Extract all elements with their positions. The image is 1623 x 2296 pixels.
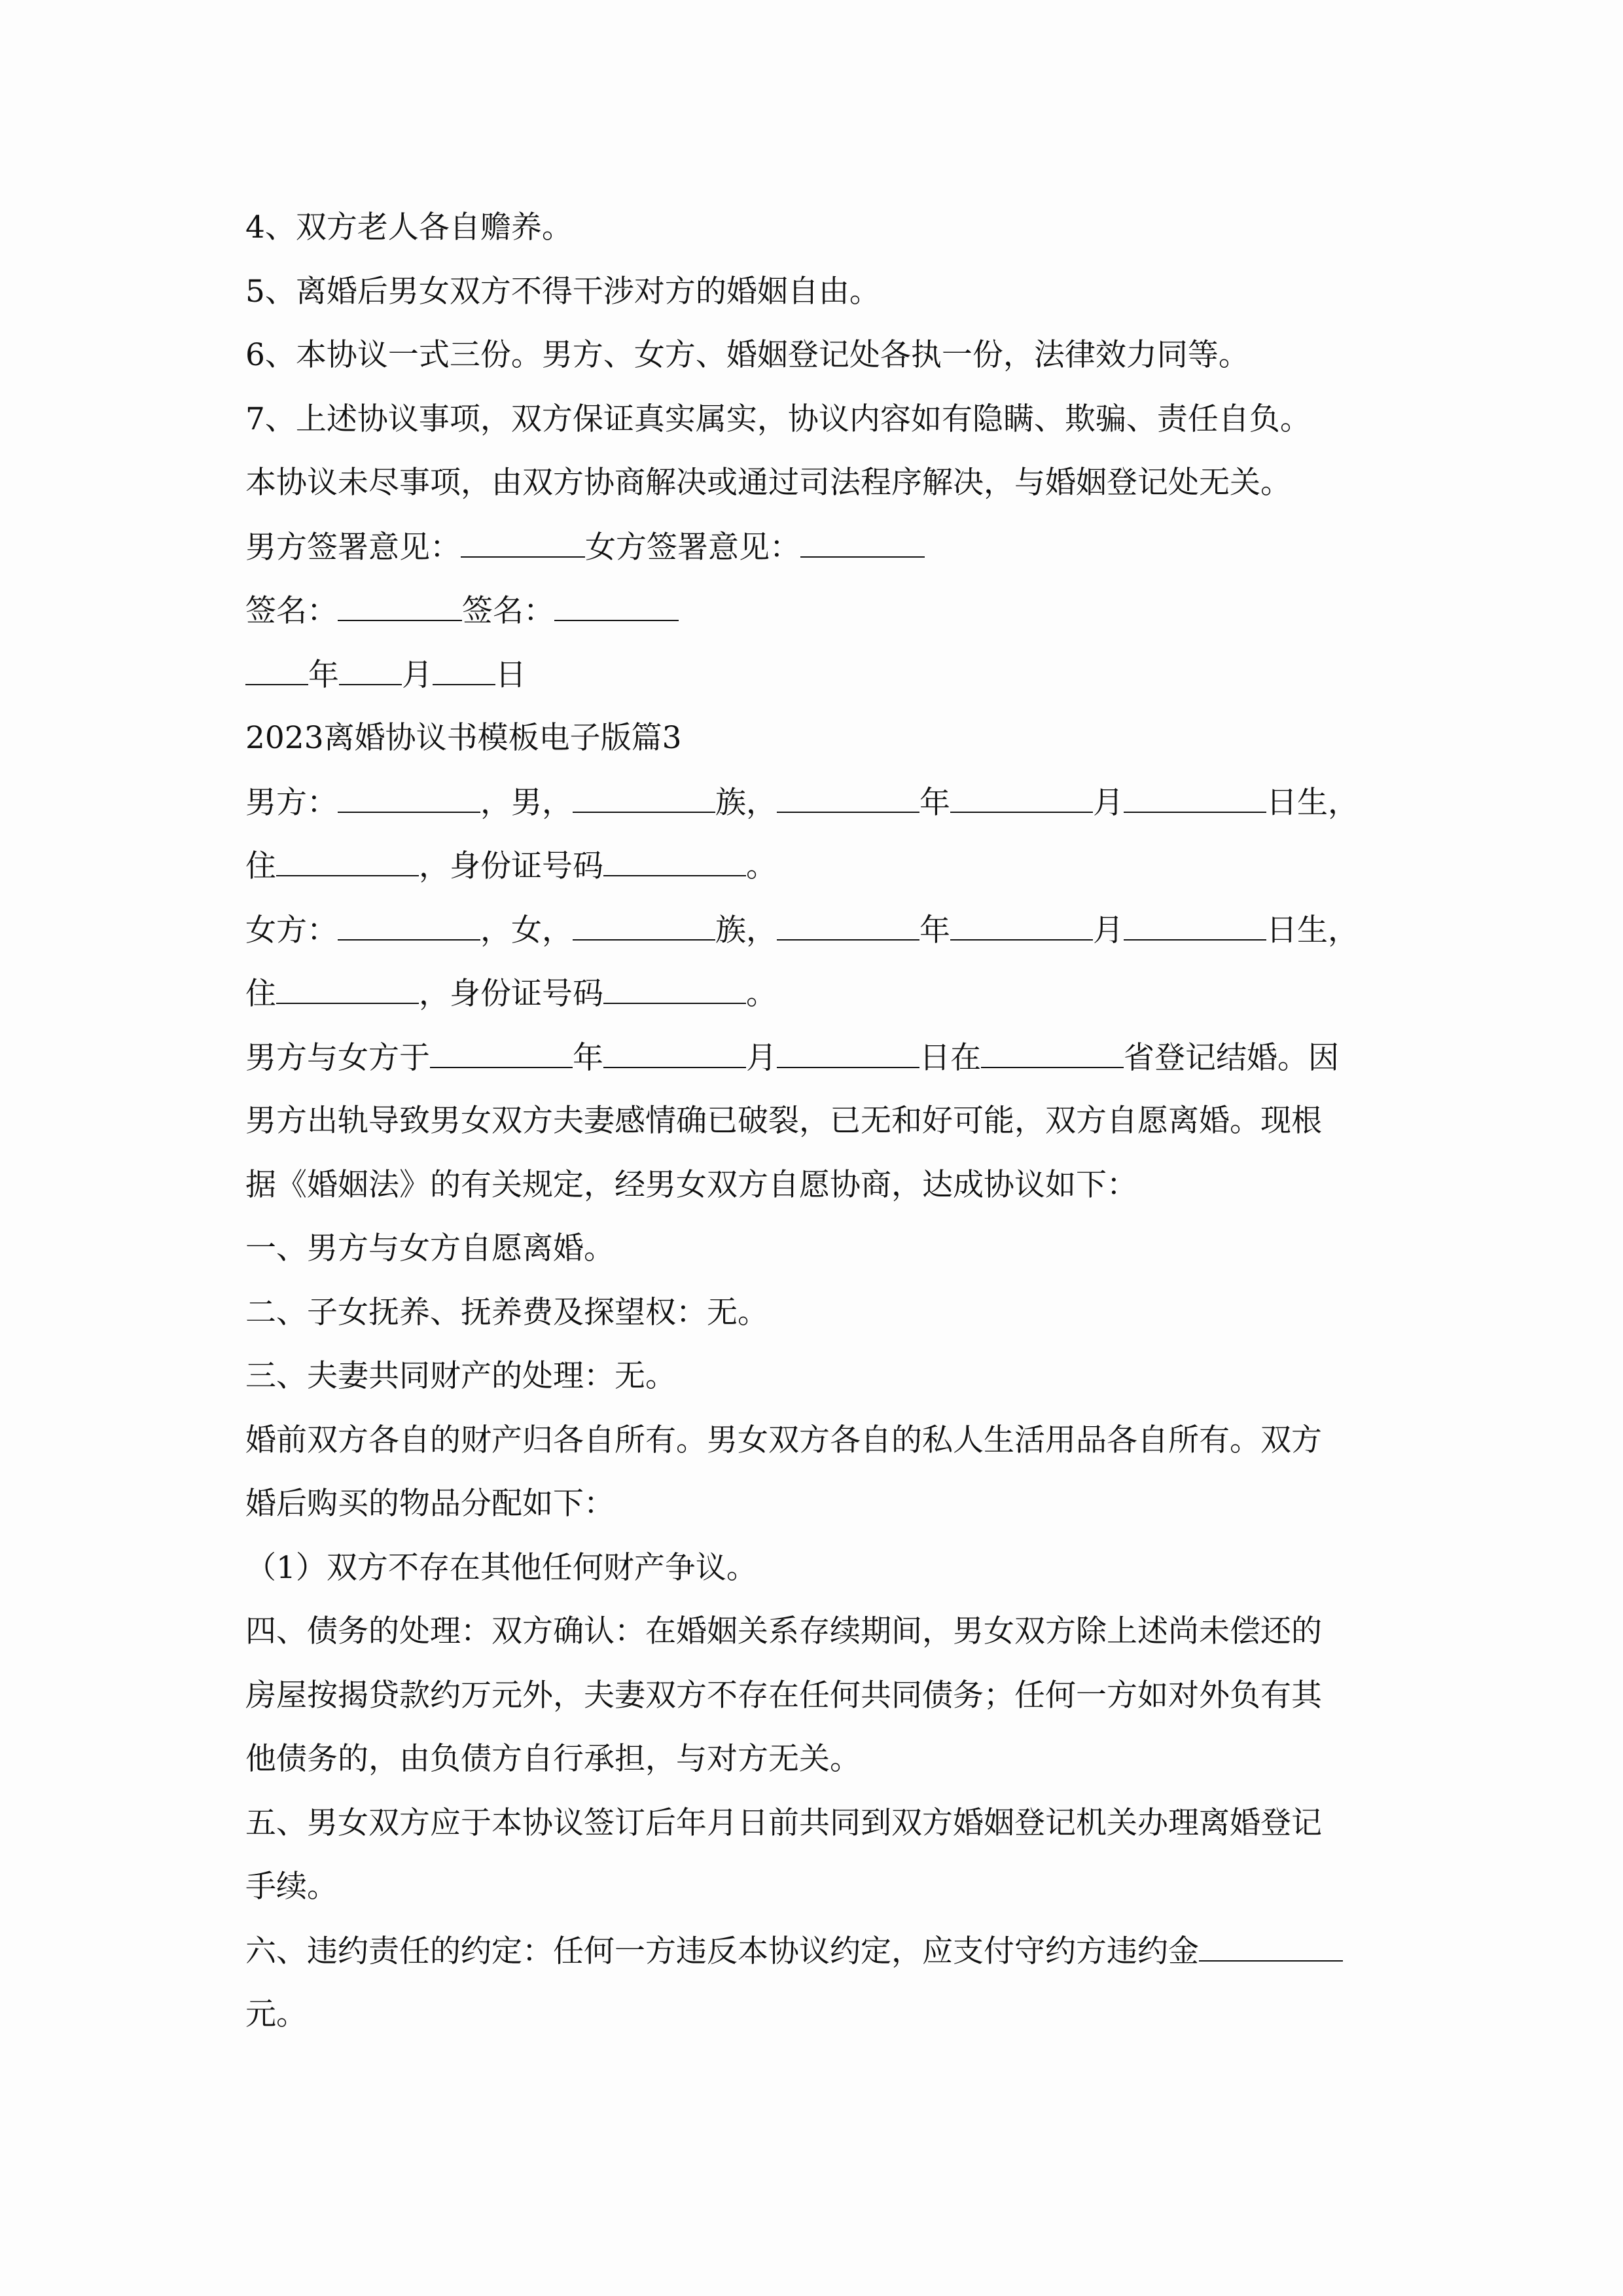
male-address-label: 住 [245, 848, 276, 884]
male-label: 男方： [245, 784, 338, 821]
article-6 [245, 1931, 1397, 1996]
male-opinion-blank[interactable] [461, 528, 585, 558]
article-5: 五、男女双方应于本协议签订后年月日前共同到双方婚姻登记机关办理离婚登记 [245, 1804, 1322, 1841]
female-label: 女方： [245, 912, 338, 948]
document-page [245, 208, 1397, 2059]
male-address-line [245, 846, 1397, 910]
penalty-text: 六、违约责任的约定：任何一方违反本协议约定，应支付守约方违约金 [245, 1933, 1199, 1969]
male-birth-suffix: 日生， [1266, 784, 1359, 821]
clause-remaining-matters: 本协议未尽事项，由双方协商解决或通过司法程序解决，与婚姻登记处无关。 [245, 465, 1291, 501]
male-ethnicity-blank[interactable] [573, 783, 715, 813]
article-1: 一、男方与女方自愿离婚。 [245, 1230, 615, 1266]
day-label: 日 [495, 656, 526, 693]
male-address-blank[interactable] [276, 846, 419, 876]
male-id-blank[interactable] [603, 846, 746, 876]
sign-label-2: 签名： [462, 593, 554, 629]
female-opinion-blank[interactable] [800, 528, 925, 558]
sign-blank-2[interactable] [554, 591, 679, 621]
male-gender: ，男， [480, 784, 573, 821]
female-gender: ，女， [480, 912, 573, 948]
female-end: 。 [746, 976, 777, 1012]
female-birth-month-blank[interactable] [950, 910, 1093, 941]
sign-year-blank[interactable] [245, 655, 308, 685]
article-3: 三、夫妻共同财产的处理：无。 [245, 1358, 676, 1394]
clause-4: 4、双方老人各自赡养。 [245, 209, 573, 245]
article-4: 四、债务的处理：双方确认：在婚姻关系存续期间，男女双方除上述尚未偿还的 [245, 1613, 1322, 1649]
sign-blank-1[interactable] [338, 591, 462, 621]
male-year-label: 年 [919, 784, 950, 821]
female-month-label: 月 [1093, 912, 1124, 948]
male-birth-year-blank[interactable] [777, 783, 919, 813]
article-2: 二、子女抚养、抚养费及探望权：无。 [245, 1294, 768, 1331]
marriage-day-blank[interactable] [777, 1038, 919, 1068]
male-birth-month-blank[interactable] [950, 783, 1093, 813]
female-opinion-label: 女方签署意见： [585, 529, 800, 565]
female-address-label: 住 [245, 976, 276, 1012]
paragraph-line: 据《婚姻法》的有关规定，经男女双方自愿协商，达成协议如下： [245, 1166, 1137, 1203]
marriage-month-blank[interactable] [603, 1038, 746, 1068]
female-id-blank[interactable] [603, 974, 746, 1004]
female-birth-year-blank[interactable] [777, 910, 919, 941]
male-birth-day-blank[interactable] [1124, 783, 1266, 813]
signature-date-line [245, 655, 1397, 719]
female-name-blank[interactable] [338, 910, 480, 941]
male-id-label: ，身份证号码 [419, 848, 603, 884]
male-name-blank[interactable] [338, 783, 480, 813]
female-year-label: 年 [919, 912, 950, 948]
paragraph-line: 手续。 [245, 1869, 338, 1905]
marriage-province-blank[interactable] [981, 1038, 1124, 1068]
female-ethnicity-suffix: 族， [715, 912, 777, 948]
marriage-line [245, 1038, 1397, 1102]
female-address-line [245, 974, 1397, 1038]
marriage-prefix: 男方与女方于 [245, 1039, 430, 1076]
female-birth-day-blank[interactable] [1124, 910, 1266, 941]
clause-5: 5、离婚后男女双方不得干涉对方的婚姻自由。 [245, 273, 880, 310]
marriage-month-label: 月 [746, 1039, 777, 1076]
paragraph-line: 房屋按揭贷款约万元外，夫妻双方不存在任何共同债务；任何一方如对外负有其 [245, 1677, 1322, 1713]
year-label: 年 [308, 656, 339, 693]
sub-item-1: （1）双方不存在其他任何财产争议。 [245, 1549, 757, 1586]
female-address-blank[interactable] [276, 974, 419, 1004]
marriage-year-label: 年 [573, 1039, 603, 1076]
male-ethnicity-suffix: 族， [715, 784, 777, 821]
section-title: 2023离婚协议书模板电子版篇3 [245, 720, 682, 756]
signature-opinion-line [245, 528, 1397, 592]
clause-7: 7、上述协议事项，双方保证真实属实，协议内容如有隐瞒、欺骗、责任自负。 [245, 401, 1311, 437]
paragraph-line: 男方出轨导致男女双方夫妻感情确已破裂，已无和好可能，双方自愿离婚。现根 [245, 1103, 1322, 1139]
female-party-line [245, 910, 1397, 975]
sign-day-blank[interactable] [433, 655, 495, 685]
female-birth-suffix: 日生， [1266, 912, 1359, 948]
month-label: 月 [402, 656, 433, 693]
penalty-amount-blank[interactable] [1199, 1931, 1343, 1962]
sign-label-1: 签名： [245, 593, 338, 629]
marriage-year-blank[interactable] [430, 1038, 573, 1068]
paragraph-line: 他债务的，由负债方自行承担，与对方无关。 [245, 1741, 861, 1777]
male-month-label: 月 [1093, 784, 1124, 821]
sign-month-blank[interactable] [339, 655, 402, 685]
penalty-unit-line: 元。 [245, 1996, 307, 2032]
signature-name-line [245, 591, 1397, 655]
male-party-line [245, 783, 1397, 847]
marriage-day-at: 日在 [919, 1039, 981, 1076]
male-end: 。 [746, 848, 777, 884]
clause-6: 6、本协议一式三份。男方、女方、婚姻登记处各执一份，法律效力同等。 [245, 337, 1249, 373]
marriage-suffix: 省登记结婚。因 [1124, 1039, 1339, 1076]
paragraph-line: 婚前双方各自的财产归各自所有。男女双方各自的私人生活用品各自所有。双方 [245, 1422, 1322, 1458]
male-opinion-label: 男方签署意见： [245, 529, 461, 565]
female-ethnicity-blank[interactable] [573, 910, 715, 941]
paragraph-line: 婚后购买的物品分配如下： [245, 1486, 615, 1522]
female-id-label: ，身份证号码 [419, 976, 603, 1012]
